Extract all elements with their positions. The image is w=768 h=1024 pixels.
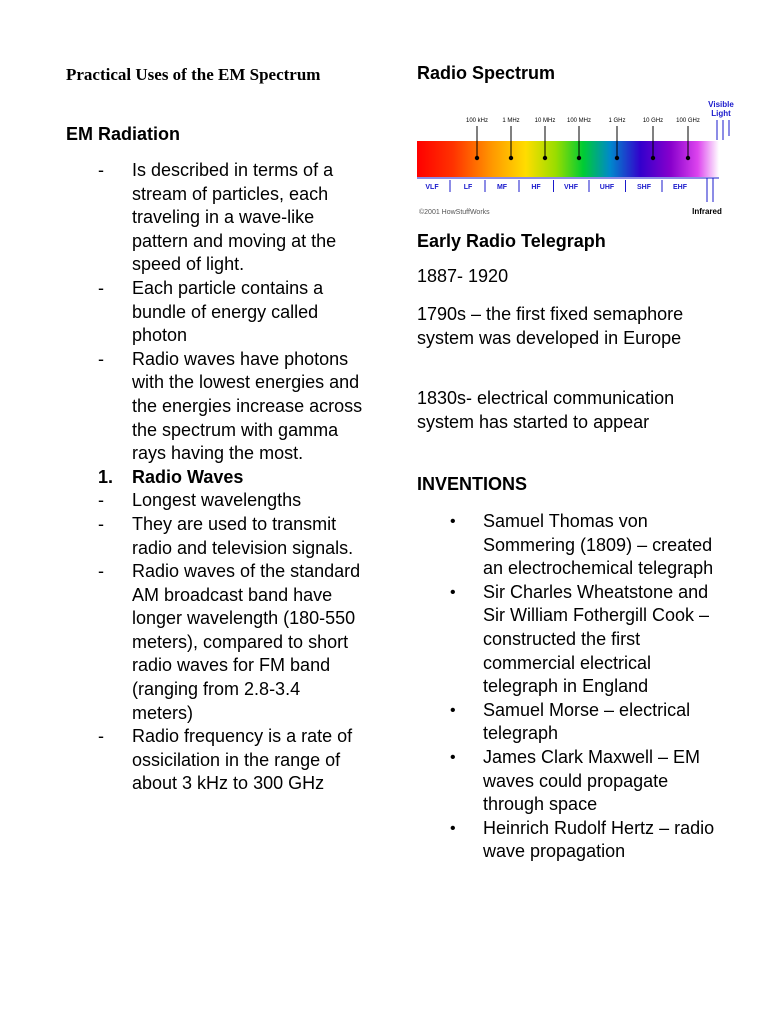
list-marker: -	[98, 490, 104, 511]
band-label: LF	[463, 184, 473, 191]
list-item	[66, 513, 366, 560]
frequency-dot	[509, 156, 513, 160]
frequency-dot	[651, 156, 655, 160]
band-label: SHF	[637, 184, 651, 191]
em-radiation-heading: EM Radiation	[66, 124, 181, 144]
frequency-label: 1 GHz	[608, 118, 626, 124]
list-item	[66, 159, 366, 277]
band-labels	[425, 180, 687, 192]
list-marker: 1.	[98, 466, 114, 487]
visible-light-label-2: Light	[711, 109, 731, 118]
list-item-text: James Clark Maxwell – EM waves could propagate through space	[483, 746, 701, 815]
em-radiation-list	[66, 159, 366, 796]
list-item-text: Heinrich Rudolf Hertz – radio wave propagation	[483, 817, 715, 862]
bullet-icon: •	[450, 748, 456, 766]
list-item-text: Each particle contains a bundle of energy called photon	[132, 277, 324, 346]
list-item	[417, 510, 717, 581]
frequency-dot	[475, 156, 479, 160]
band-label: VHF	[564, 184, 578, 191]
list-item	[417, 581, 717, 699]
list-item-text: Radio Waves	[132, 466, 244, 487]
band-label: VLF	[425, 184, 439, 191]
band-label: HF	[531, 184, 541, 191]
visible-light-label-1: Visible	[708, 100, 734, 109]
list-item-text: Is described in terms of a stream of particles, each traveling in a wave-like pattern and moving at the speed of light.	[132, 160, 337, 275]
frequency-dot	[686, 156, 690, 160]
band-label: EHF	[673, 184, 687, 191]
document-title: Practical Uses of the EM Spectrum	[66, 65, 321, 84]
list-item-text: Samuel Morse – electrical telegraph	[483, 699, 691, 744]
list-marker: -	[98, 277, 104, 298]
radio-spectrum-heading: Radio Spectrum	[417, 63, 556, 83]
electrical-communication-paragraph: 1830s- electrical communication system has started to appear	[417, 388, 675, 432]
list-item-text: Sir Charles Wheatstone and Sir William Fothergill Cook – constructed the first commercial electrical telegraph in England	[483, 581, 710, 697]
list-marker: -	[98, 348, 104, 369]
list-item	[66, 489, 366, 513]
frequency-dot	[543, 156, 547, 160]
frequency-label: 10 GHz	[642, 118, 664, 124]
frequency-labels	[466, 118, 700, 124]
frequency-label: 100 kHz	[465, 118, 489, 124]
list-item	[66, 277, 366, 348]
list-item-text: They are used to transmit radio and television signals.	[132, 513, 354, 558]
frequency-label: 1 MHz	[502, 118, 520, 124]
semaphore-paragraph: 1790s – the first fixed semaphore system was developed in Europe	[417, 304, 684, 348]
list-marker: -	[98, 726, 104, 747]
infrared-label: Infrared	[692, 207, 722, 216]
list-marker: -	[98, 561, 104, 582]
list-item	[66, 348, 366, 466]
spectrum-gradient-bar	[417, 141, 719, 177]
frequency-dot	[615, 156, 619, 160]
list-item-text: Longest wavelengths	[132, 490, 302, 511]
date-range: 1887- 1920	[417, 266, 509, 286]
bullet-icon: •	[450, 701, 456, 719]
bullet-icon: •	[450, 583, 456, 601]
radio-spectrum-diagram	[417, 98, 735, 218]
frequency-label: 100 GHz	[676, 118, 700, 124]
bullet-icon: •	[450, 513, 456, 530]
frequency-label: 100 MHz	[566, 118, 592, 124]
band-label: MF	[496, 184, 508, 191]
list-item	[66, 725, 366, 796]
copyright-credit: ©2001 HowStuffWorks	[419, 209, 490, 216]
list-item-text: Samuel Thomas von Sommering (1809) – created an electrochemical telegraph	[483, 511, 714, 579]
list-item	[417, 817, 717, 864]
frequency-dot	[577, 156, 581, 160]
list-item	[417, 699, 717, 746]
list-item	[66, 560, 366, 725]
inventions-heading: INVENTIONS	[417, 474, 528, 494]
frequency-label: 10 MHz	[534, 118, 556, 124]
bullet-icon: •	[450, 819, 456, 837]
radio-waves-heading	[66, 466, 366, 490]
list-item-text: Radio waves of the standard AM broadcast band have longer wavelength (180-550 meters), compared to short radio waves for FM band (ranging from 2.8-3.4 meters)	[132, 561, 361, 723]
band-label: UHF	[599, 184, 615, 191]
list-marker: -	[98, 160, 104, 180]
inventions-list	[417, 510, 717, 864]
list-item-text: Radio waves have photons with the lowest energies and the energies increase across the spectrum with gamma rays having the most.	[132, 348, 363, 464]
early-radio-telegraph-heading: Early Radio Telegraph	[417, 231, 606, 251]
list-item-text: Radio frequency is a rate of ossicilation in the range of about 3 kHz to 300 GHz	[132, 726, 353, 794]
list-item	[417, 746, 717, 817]
list-marker: -	[98, 513, 104, 534]
